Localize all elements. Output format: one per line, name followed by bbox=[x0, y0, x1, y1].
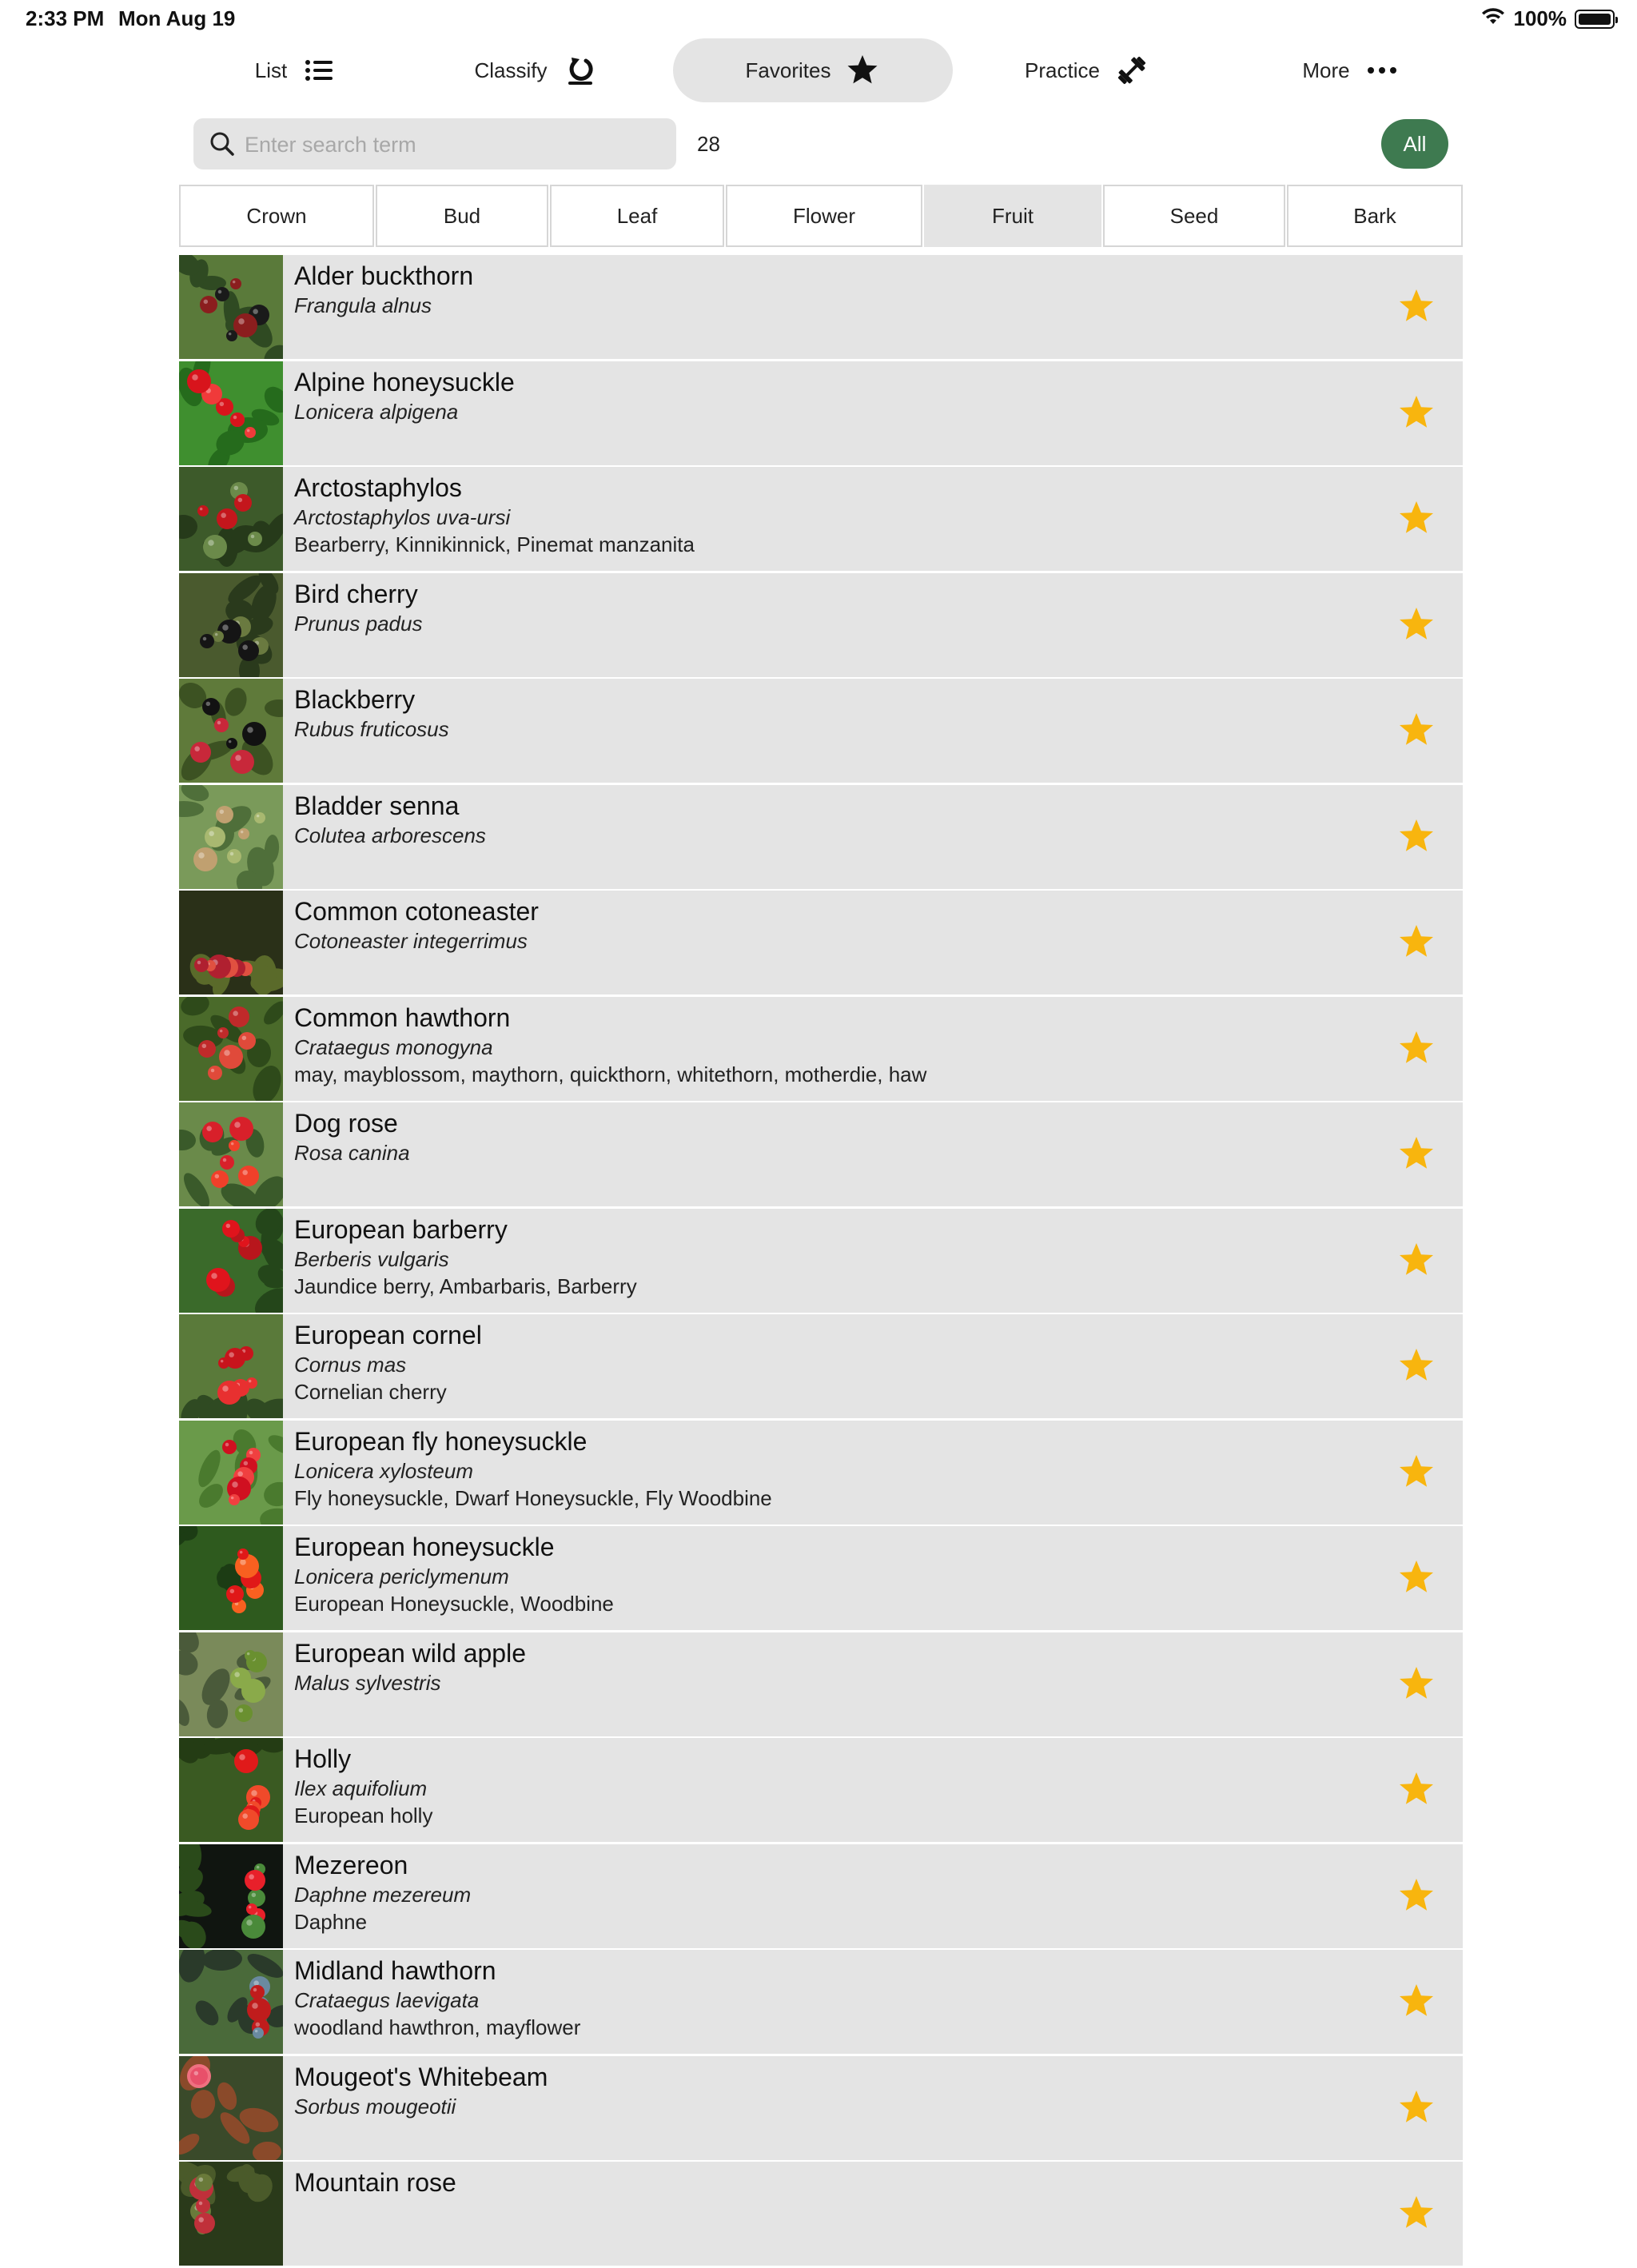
filter-leaf[interactable]: Leaf bbox=[550, 185, 724, 247]
battery-percent: 100% bbox=[1513, 6, 1567, 30]
plant-thumbnail bbox=[179, 785, 283, 889]
plant-thumbnail bbox=[179, 1314, 283, 1418]
list-item[interactable] bbox=[179, 1738, 1463, 1842]
tab-classify[interactable] bbox=[448, 38, 623, 102]
classify-icon bbox=[562, 53, 597, 88]
list-item[interactable] bbox=[179, 1526, 1463, 1630]
battery-icon bbox=[1575, 10, 1615, 29]
list-item[interactable] bbox=[179, 997, 1463, 1101]
favorite-star-icon[interactable] bbox=[1397, 393, 1436, 432]
status-time: 2:33 PM bbox=[26, 6, 105, 30]
tab-more[interactable] bbox=[1279, 38, 1423, 102]
common-name: Common hawthorn bbox=[294, 1002, 511, 1032]
common-name: Mougeot's Whitebeam bbox=[294, 2062, 548, 2091]
filter-seed[interactable]: Seed bbox=[1103, 185, 1285, 247]
list-item[interactable] bbox=[179, 255, 1463, 359]
plant-thumbnail bbox=[179, 891, 283, 994]
plant-thumbnail bbox=[179, 1102, 283, 1206]
list-item[interactable] bbox=[179, 1844, 1463, 1948]
tab-label-more: More bbox=[1302, 58, 1350, 82]
favorites-list bbox=[179, 255, 1463, 2268]
favorite-star-icon[interactable] bbox=[1397, 1982, 1436, 2020]
list-item[interactable] bbox=[179, 1102, 1463, 1206]
status-bar bbox=[0, 0, 1637, 40]
plant-thumbnail bbox=[179, 1526, 283, 1630]
favorite-star-icon[interactable] bbox=[1397, 605, 1436, 644]
latin-name: Lonicera alpigena bbox=[294, 399, 459, 424]
common-name: European wild apple bbox=[294, 1638, 526, 1668]
list-item[interactable] bbox=[179, 467, 1463, 571]
search-row bbox=[0, 118, 1637, 169]
filter-bark[interactable]: Bark bbox=[1287, 185, 1463, 247]
latin-name: Daphne mezereum bbox=[294, 1882, 472, 1907]
common-name: European barberry bbox=[294, 1214, 508, 1244]
all-button[interactable]: All bbox=[1381, 119, 1448, 169]
filter-flower[interactable]: Flower bbox=[726, 185, 922, 247]
filter-crown[interactable]: Crown bbox=[179, 185, 374, 247]
tab-label-list: List bbox=[254, 58, 288, 82]
wifi-icon bbox=[1480, 6, 1506, 31]
latin-name: Berberis vulgaris bbox=[294, 1246, 449, 1271]
alternate-names: Daphne bbox=[294, 1909, 368, 1934]
alternate-names: European Honeysuckle, Woodbine bbox=[294, 1592, 614, 1616]
tab-label-classify: Classify bbox=[474, 58, 548, 82]
alternate-names: Fly honeysuckle, Dwarf Honeysuckle, Fly Woodbine bbox=[294, 1485, 772, 1510]
favorite-star-icon[interactable] bbox=[1397, 287, 1436, 325]
alternate-names: Cornelian cherry bbox=[294, 1380, 447, 1404]
list-item[interactable] bbox=[179, 1314, 1463, 1418]
search-box[interactable] bbox=[193, 118, 676, 169]
alternate-names: Jaundice berry, Ambarbaris, Barberry bbox=[294, 1274, 637, 1298]
alternate-names: Bearberry, Kinnikinnick, Pinemat manzanita bbox=[294, 532, 695, 556]
favorite-star-icon[interactable] bbox=[1397, 499, 1436, 537]
latin-name: Crataegus laevigata bbox=[294, 1988, 480, 2012]
filter-fruit[interactable]: Fruit bbox=[924, 185, 1101, 247]
plant-thumbnail bbox=[179, 679, 283, 783]
list-item[interactable] bbox=[179, 1950, 1463, 2054]
latin-name: Arctostaphylos uva-ursi bbox=[294, 505, 511, 529]
common-name: Holly bbox=[294, 1744, 352, 1773]
top-tab-bar bbox=[0, 38, 1637, 102]
search-icon bbox=[208, 130, 237, 158]
tab-label-practice: Practice bbox=[1025, 58, 1100, 82]
common-name: Alpine honeysuckle bbox=[294, 367, 515, 397]
plant-thumbnail bbox=[179, 1632, 283, 1736]
category-filter-bar bbox=[179, 185, 1463, 247]
common-name: Bladder senna bbox=[294, 791, 460, 820]
latin-name: Rosa canina bbox=[294, 1141, 410, 1165]
favorite-star-icon[interactable] bbox=[1397, 1664, 1436, 1703]
favorite-star-icon[interactable] bbox=[1397, 2194, 1436, 2232]
common-name: Blackberry bbox=[294, 685, 416, 714]
plant-thumbnail bbox=[179, 1950, 283, 2054]
common-name: European fly honeysuckle bbox=[294, 1426, 587, 1456]
status-date: Mon Aug 19 bbox=[118, 6, 236, 30]
dumbbell-icon bbox=[1114, 53, 1149, 88]
result-count: 28 bbox=[697, 132, 720, 156]
favorite-star-icon[interactable] bbox=[1397, 1134, 1436, 1173]
tab-label-favorites: Favorites bbox=[745, 58, 831, 82]
favorite-star-icon[interactable] bbox=[1397, 1876, 1436, 1915]
plant-thumbnail bbox=[179, 361, 283, 465]
plant-thumbnail bbox=[179, 1209, 283, 1313]
plant-thumbnail bbox=[179, 2056, 283, 2160]
common-name: Midland hawthorn bbox=[294, 1956, 496, 1985]
common-name: Mountain rose bbox=[294, 2168, 456, 2197]
alternate-names: European holly bbox=[294, 1804, 433, 1828]
common-name: Arctostaphylos bbox=[294, 473, 462, 502]
favorite-star-icon[interactable] bbox=[1397, 923, 1436, 961]
latin-name: Malus sylvestris bbox=[294, 1670, 441, 1695]
latin-name: Cotoneaster integerrimus bbox=[294, 929, 528, 953]
star-icon bbox=[845, 53, 880, 88]
latin-name: Frangula alnus bbox=[294, 293, 432, 317]
latin-name: Ilex aquifolium bbox=[294, 1776, 428, 1800]
common-name: Alder buckthorn bbox=[294, 261, 474, 290]
latin-name: Lonicera periclymenum bbox=[294, 1564, 509, 1588]
favorite-star-icon[interactable] bbox=[1397, 1453, 1436, 1491]
latin-name: Cornus mas bbox=[294, 1353, 407, 1377]
common-name: Common cotoneaster bbox=[294, 897, 539, 926]
plant-thumbnail bbox=[179, 255, 283, 359]
favorite-star-icon[interactable] bbox=[1397, 817, 1436, 855]
latin-name: Lonicera xylosteum bbox=[294, 1458, 473, 1483]
favorite-star-icon[interactable] bbox=[1397, 1346, 1436, 1385]
latin-name: Sorbus mougeotii bbox=[294, 2094, 456, 2119]
common-name: European cornel bbox=[294, 1321, 482, 1349]
plant-thumbnail bbox=[179, 1844, 283, 1948]
list-item[interactable] bbox=[179, 361, 1463, 465]
tab-list[interactable] bbox=[216, 38, 376, 102]
tab-practice[interactable] bbox=[1007, 38, 1167, 102]
list-item[interactable] bbox=[179, 1209, 1463, 1313]
common-name: Dog rose bbox=[294, 1109, 398, 1138]
list-icon bbox=[301, 53, 337, 88]
favorite-star-icon[interactable] bbox=[1397, 1770, 1436, 1808]
list-item[interactable] bbox=[179, 2056, 1463, 2160]
plant-thumbnail bbox=[179, 1738, 283, 1842]
favorite-star-icon[interactable] bbox=[1397, 2088, 1436, 2126]
favorite-star-icon[interactable] bbox=[1397, 1558, 1436, 1596]
latin-name: Colutea arborescens bbox=[294, 823, 486, 847]
favorite-star-icon[interactable] bbox=[1397, 711, 1436, 749]
list-item[interactable] bbox=[179, 785, 1463, 889]
list-item[interactable] bbox=[179, 891, 1463, 994]
plant-thumbnail bbox=[179, 1421, 283, 1525]
alternate-names: may, mayblossom, maythorn, quickthorn, whitethorn, motherdie, haw bbox=[294, 1062, 927, 1086]
plant-thumbnail bbox=[179, 573, 283, 677]
common-name: European honeysuckle bbox=[294, 1533, 555, 1561]
plant-thumbnail bbox=[179, 2162, 283, 2266]
list-item[interactable] bbox=[179, 679, 1463, 783]
plant-thumbnail bbox=[179, 997, 283, 1101]
latin-name: Prunus padus bbox=[294, 611, 423, 636]
list-item[interactable] bbox=[179, 573, 1463, 677]
latin-name: Crataegus monogyna bbox=[294, 1034, 493, 1059]
status-indicators bbox=[1480, 6, 1615, 31]
tab-favorites[interactable] bbox=[673, 38, 953, 102]
latin-name: Rubus fruticosus bbox=[294, 717, 449, 741]
list-item[interactable] bbox=[179, 1632, 1463, 1736]
alternate-names: woodland hawthron, mayflower bbox=[294, 2015, 581, 2039]
favorite-star-icon[interactable] bbox=[1397, 1029, 1436, 1067]
favorite-star-icon[interactable] bbox=[1397, 1241, 1436, 1279]
list-item[interactable] bbox=[179, 2162, 1463, 2266]
ellipsis-icon bbox=[1364, 53, 1400, 88]
search-input[interactable] bbox=[243, 118, 662, 171]
common-name: Bird cherry bbox=[294, 579, 418, 608]
list-item[interactable] bbox=[179, 1421, 1463, 1525]
common-name: Mezereon bbox=[294, 1850, 408, 1879]
plant-thumbnail bbox=[179, 467, 283, 571]
filter-bud[interactable]: Bud bbox=[376, 185, 548, 247]
